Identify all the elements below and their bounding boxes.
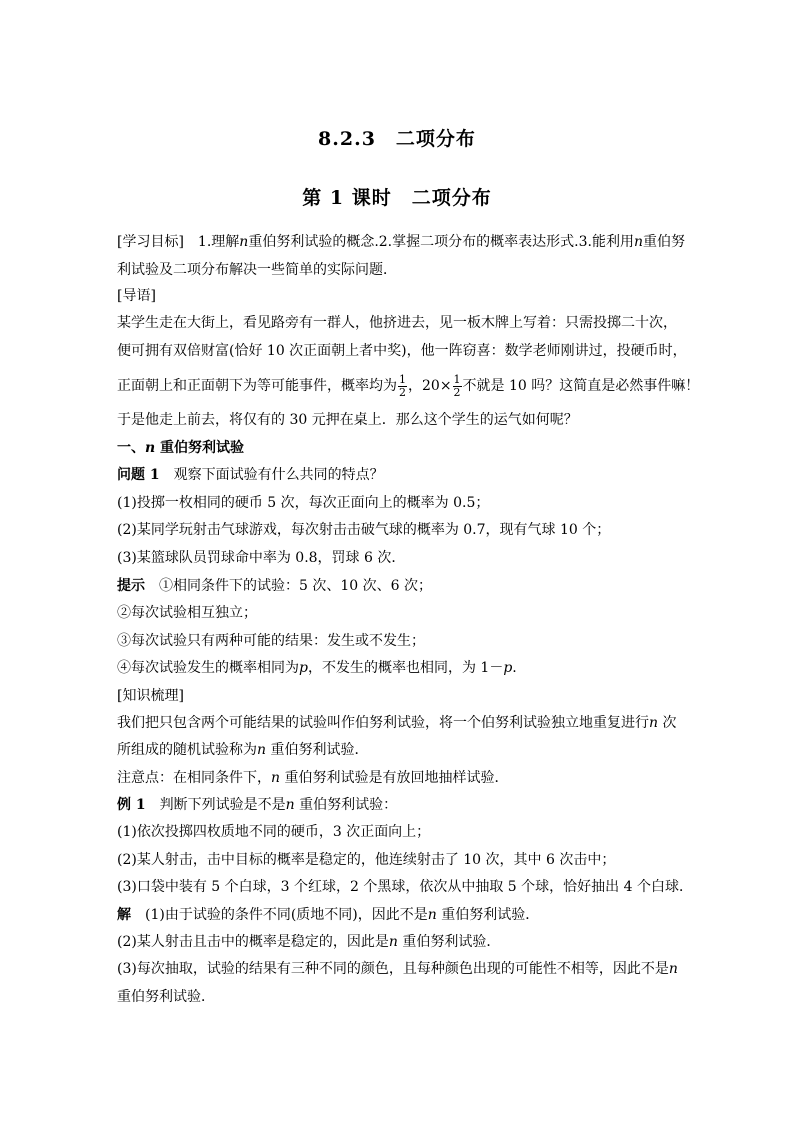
section-title: 8.2.3 二项分布 <box>318 128 476 150</box>
question-item: (3)某篮球队员罚球命中率为 0.8，罚球 6 次． <box>117 550 406 566</box>
note-line: 注意点：在相同条件下，n 重伯努利试验是有放回地抽样试验． <box>117 770 509 786</box>
objectives-label: [学习目标] <box>117 234 184 250</box>
objectives-line-2: 利试验及二项分布解决一些简单的实际问题． <box>117 262 397 278</box>
part1-heading: 一、n 重伯努利试验 <box>117 440 245 456</box>
hint-line: 提示 ①相同条件下的试验：5 次、10 次、6 次； <box>117 578 432 594</box>
hint-line: ②每次试验相互独立； <box>117 605 257 621</box>
intro-paragraph-line: 于是他走上前去，将仅有的 30 元押在桌上．那么这个学生的运气如何呢？ <box>117 412 578 428</box>
example-1: 例 1 判断下列试验是不是n 重伯努利试验： <box>117 797 398 813</box>
hint-label: 提示 <box>117 578 145 594</box>
example-item: (2)某人射击，击中目标的概率是稳定的，他连续射击了 10 次，其中 6 次击中； <box>117 852 616 868</box>
intro-paragraph-line: 正面朝上和正面朝下为等可能事件，概率均为 $\frac{1}{2}$ ，20× $\frac{1}{2}$ 不就是 10 吗？这简直是必然事件嘛！ <box>117 372 700 399</box>
example-item: (3)口袋中装有 5 个白球，3 个红球，2 个黑球，依次从中抽取 5 个球，恰好抽出 4 个白球． <box>117 879 693 895</box>
fraction-one-half: $\frac{1}{2}$ <box>399 372 406 399</box>
solution-line: (2)某人射击且击中的概率是稳定的，因此是n 重伯努利试验． <box>117 934 501 950</box>
hint-line: ③每次试验只有两种可能的结果：发生或不发生； <box>117 633 425 649</box>
question-1: 问题 1 观察下面试验有什么共同的特点？ <box>117 467 384 483</box>
knowledge-line: 所组成的随机试验称为n 重伯努利试验． <box>117 742 369 758</box>
knowledge-label: [知识梳理] <box>117 688 184 704</box>
objectives-line-1: [学习目标] 1.理解n重伯努利试验的概念.2.掌握二项分布的概率表达形式.3.能利用n重伯努 <box>117 234 685 250</box>
intro-paragraph-line: 便可拥有双倍财富(恰好 10 次正面朝上者中奖)，他一阵窃喜：数学老师刚讲过，投硬币时， <box>117 343 687 359</box>
example-item: (1)依次投掷四枚质地不同的硬币，3 次正面向上； <box>117 824 431 840</box>
knowledge-line: 我们把只包含两个可能结果的试验叫作伯努利试验，将一个伯努利试验独立地重复进行n 次 <box>117 715 677 731</box>
solution-line: 重伯努利试验． <box>117 989 215 1005</box>
question-item: (2)某同学玩射击气球游戏，每次射击击破气球的概率为 0.7，现有气球 10 个； <box>117 522 611 538</box>
intro-label: [导语] <box>117 288 156 304</box>
question-label: 问题 1 <box>117 467 160 483</box>
fraction-one-half: $\frac{1}{2}$ <box>453 372 461 399</box>
solution-line: (3)每次抽取，试验的结果有三种不同的颜色，且每种颜色出现的可能性不相等，因此不是n <box>117 961 678 977</box>
solution-label: 解 <box>117 907 131 923</box>
intro-paragraph-line: 某学生走在大街上，看见路旁有一群人，他挤进去，见一板木牌上写着：只需投掷二十次， <box>117 315 677 331</box>
solution-line: 解 (1)由于试验的条件不同(质地不同)，因此不是n 重伯努利试验． <box>117 907 540 923</box>
question-item: (1)投掷一枚相同的硬币 5 次，每次正面向上的概率为 0.5； <box>117 495 490 511</box>
example-label: 例 1 <box>117 797 146 813</box>
hint-line: ④每次试验发生的概率相同为p，不发生的概率也相同，为 1－p. <box>117 660 517 676</box>
lesson-title: 第 1 课时 二项分布 <box>302 187 492 209</box>
